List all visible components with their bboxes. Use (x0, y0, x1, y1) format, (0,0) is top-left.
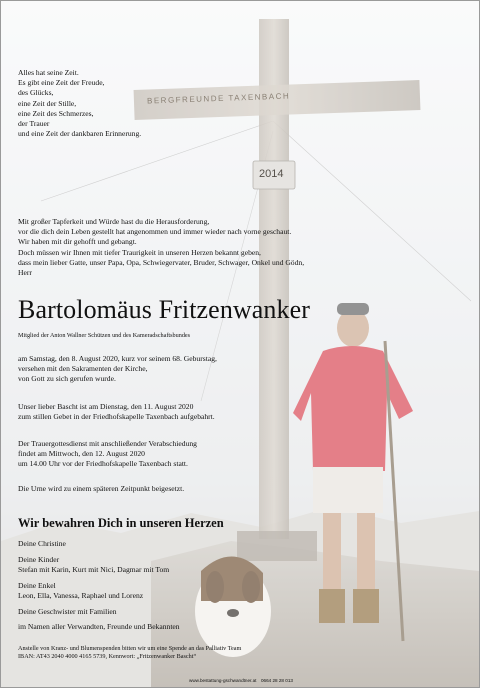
laid-out-line: Unser lieber Bascht ist am Dienstag, den 11. August 2020 (18, 402, 194, 411)
death-info (18, 354, 217, 385)
footer-url: www.bestattung-gschwandtner.at (189, 678, 257, 683)
membership: Mitglied der Anton Wallner Schützen und des Kameradschaftsbundes (18, 332, 191, 339)
intro-line: Herr (18, 268, 32, 278)
mourners-heading: Wir bewahren Dich in unseren Herzen (18, 516, 224, 530)
intro-text (18, 217, 304, 278)
mourners-list (18, 539, 180, 638)
intro-line: dass mein lieber Gatte, unser Papa, Opa, Schwiegervater, Bruder, Schwager, Onkel und Gödn, (18, 257, 305, 267)
poem-line: des Glücks, (18, 88, 54, 98)
intro-line: Mit großer Tapferkeit und Würde hast du die Herausforderung, (18, 217, 210, 226)
poem-line: Es gibt eine Zeit der Freude, (18, 78, 105, 88)
mourner-line: Deine Kinder (18, 554, 60, 564)
mourner-line: im Namen aller Verwandten, Freunde und Bekannten (18, 622, 180, 632)
donation-note (18, 645, 241, 661)
intro-line: Wir haben mit dir gehofft und gebangt. (18, 237, 137, 247)
death-info-line: am Samstag, den 8. August 2020, kurz vor seinem 68. Geburstag, (18, 354, 217, 363)
cross-plate-year: 2014 (259, 168, 284, 180)
poem (18, 68, 141, 139)
funeral-line: Der Trauergottesdienst mit anschließender Verabschiedung (18, 439, 197, 448)
death-info-line: versehen mit den Sakramenten der Kirche, (18, 364, 148, 374)
mourner-line: Leon, Ella, Vanessa, Raphael und Lorenz (18, 590, 144, 600)
footer-phone: 0664 28 28 013 (261, 678, 293, 683)
laid-out-line: zum stillen Gebet in der Friedhofskapelle Taxenbach aufgebahrt. (18, 412, 215, 422)
mourner-line: Deine Christine (18, 539, 66, 548)
laid-out-info (18, 402, 215, 422)
mourner-group (18, 607, 180, 617)
intro-line: Doch müssen wir Ihnen mit tiefer Traurigkeit in unseren Herzen bekannt geben, (18, 247, 261, 257)
cross-inscription: BERGFREUNDE TAXENBACH (146, 91, 291, 106)
poem-line: eine Zeit des Schmerzes, (18, 108, 94, 118)
death-info-line: von Gott zu sich gerufen wurde. (18, 374, 116, 384)
deceased-name: Bartolomäus Fritzenwanker (18, 295, 311, 324)
poem-line: eine Zeit der Stille, (18, 98, 77, 108)
mourner-group (18, 539, 180, 549)
poem-line: der Trauer (18, 119, 50, 129)
mourner-group (18, 622, 180, 632)
intro-line: vor die dich dein Leben gestellt hat angenommen und immer wieder nach vorne geschaut. (18, 227, 292, 237)
mourner-line: Stefan mit Karin, Kurt mit Nici, Dagmar mit Tom (18, 564, 170, 574)
mourner-line: Deine Geschwister mit Familien (18, 606, 117, 616)
funeral-line: um 14.00 Uhr vor der Friedhofskapelle Taxenbach statt. (18, 459, 188, 469)
donation-line: IBAN: AT43 2040 4000 4165 5739, Kennwort: „Fritzenwanker Bascht“ (18, 653, 197, 660)
donation-line: Anstelle von Kranz- und Blumenspenden bitten wir um eine Spende an das Palliativ Team (18, 645, 242, 652)
funeral-info (18, 439, 197, 470)
mourner-group (18, 555, 180, 575)
funeral-line: findet am Mittwoch, den 12. August 2020 (18, 449, 145, 459)
poem-line: und eine Zeit der dankbaren Erinnerung. (18, 129, 142, 139)
mourner-line: Deine Enkel (18, 580, 56, 590)
urn-info: Die Urne wird zu einem späteren Zeitpunkt beigesetzt. (18, 484, 185, 493)
mourner-group (18, 581, 180, 601)
poem-line: Alles hat seine Zeit. (18, 68, 79, 77)
